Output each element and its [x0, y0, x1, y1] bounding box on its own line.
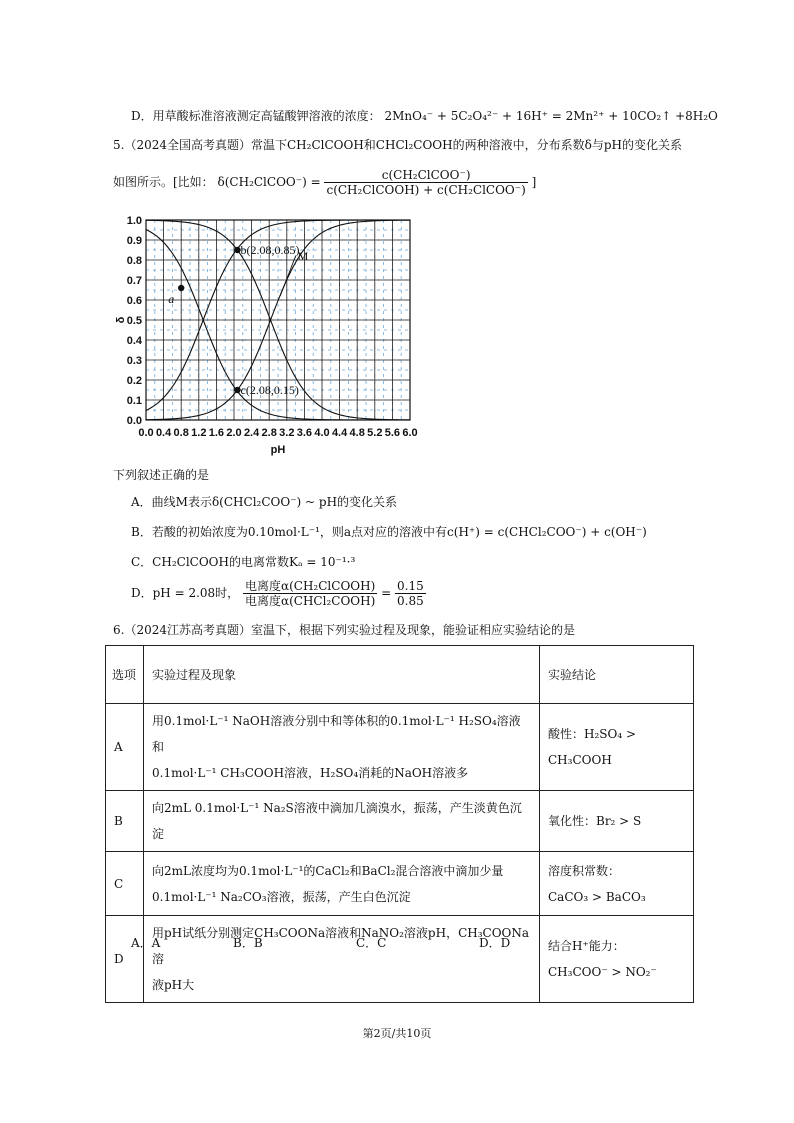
q5-number: 5. — [113, 138, 125, 152]
table-row — [106, 916, 694, 1003]
row-a-proc: 用0.1mol·L⁻¹ NaOH溶液分别中和等体积的0.1mol·L⁻¹ H₂SO₄溶液和 0.1mol·L⁻¹ CH₃COOH溶液，H₂SO₄消耗的NaOH溶液多 — [144, 704, 540, 791]
q5-option-d-prefix: D．pH = 2.08时， — [131, 586, 240, 600]
q5-question: 下列叙述正确的是 — [113, 468, 210, 482]
row-b-concl: 氧化性：Br₂ > S — [540, 791, 694, 852]
x-tick-label: 5.6 — [384, 427, 401, 439]
q5-option-d-den: 电离度α(CHCl₂COOH) — [245, 594, 376, 608]
q4d-equation: 2MnO₄⁻ + 5C₂O₄²⁻ + 16H⁺ = 2Mn²⁺ + 10CO₂↑ +8H₂O — [384, 109, 718, 123]
x-tick-label: 4.8 — [349, 427, 365, 439]
q5-delta-fraction — [324, 168, 527, 197]
q5-stem-text: 常温下CH₂ClCOOH和CHCl₂COOH的两种溶液中，分布系数δ与pH的变化关系 — [251, 138, 682, 152]
q5-delta-expr: δ(CH₂ClCOO⁻) = — [217, 175, 321, 189]
x-tick-label: 5.2 — [367, 427, 383, 439]
q5-option-d-fraction — [243, 579, 377, 608]
y-tick-label: 0.9 — [126, 235, 142, 247]
y-tick-label: 1.0 — [126, 215, 142, 227]
q6-answer-b[interactable]: B．B — [233, 936, 263, 950]
y-tick-label: 0.6 — [126, 295, 142, 307]
row-d-proc: 用pH试纸分别测定CH₃COONa溶液和NaNO₂溶液pH，CH₃COONa溶 液pH大 — [144, 916, 540, 1003]
q6-answer-a[interactable]: A．A — [131, 936, 161, 950]
page-footer: 第2页/共10页 — [362, 1027, 432, 1040]
row-a-concl: 酸性：H₂SO₄ > CH₃COOH — [540, 704, 694, 791]
q6-number: 6. — [113, 623, 125, 637]
q5-option-d-rhs — [395, 579, 426, 608]
point-label: c(2.08,0.15) — [240, 383, 299, 397]
q5-source: （2024全国高考真题） — [124, 138, 251, 152]
q5-stem-prefix: 如图所示。[比如： — [113, 175, 214, 189]
table-row — [106, 704, 694, 791]
q6-stem-text: 室温下，根据下列实验过程及现象，能验证相应实验结论的是 — [251, 623, 576, 637]
header-opt: 选项 — [106, 646, 144, 704]
row-d-opt: D — [106, 916, 144, 1003]
header-concl: 实验结论 — [540, 646, 694, 704]
q6-answer-d[interactable]: D．D — [479, 936, 511, 950]
y-tick-label: 0.4 — [126, 335, 142, 347]
q5-frac-num: c(CH₂ClCOO⁻) — [324, 168, 527, 183]
curve-label-m: M — [297, 249, 309, 263]
q4d-label: D．用草酸标准溶液测定高锰酸钾溶液的浓度： — [131, 109, 381, 123]
x-tick-label: 3.6 — [296, 427, 313, 439]
q5-frac-den: c(CH₂ClCOOH) + c(CH₂ClCOO⁻) — [326, 183, 526, 197]
y-tick-label: 0.8 — [126, 255, 142, 267]
x-tick-label: 4.0 — [314, 427, 330, 439]
y-tick-label: 0.7 — [126, 275, 142, 287]
row-a-opt: A — [106, 704, 144, 791]
y-tick-label: 0.0 — [126, 415, 142, 427]
row-c-proc: 向2mL浓度均为0.1mol·L⁻¹的CaCl₂和BaCl₂混合溶液中滴加少量 0.1mol·L⁻¹ Na₂CO₃溶液，振荡，产生白色沉淀 — [144, 852, 540, 916]
x-tick-label: 2.0 — [226, 427, 242, 439]
y-axis-label: δ — [115, 316, 127, 324]
q6-answer-c[interactable]: C．C — [356, 936, 387, 950]
row-d-concl: 结合H⁺能力： CH₃COO⁻ > NO₂⁻ — [540, 916, 694, 1003]
table-row — [106, 791, 694, 852]
x-tick-label: 3.2 — [279, 427, 295, 439]
x-tick-label: 1.2 — [191, 427, 207, 439]
x-tick-label: 2.8 — [261, 427, 277, 439]
q5-stem-line1 — [113, 137, 682, 153]
y-tick-label: 0.3 — [126, 355, 142, 367]
x-tick-label: 0.0 — [138, 427, 154, 439]
row-c-concl: 溶度积常数： CaCO₃ > BaCO₃ — [540, 852, 694, 916]
chart-svg — [110, 212, 430, 460]
x-tick-label: 1.6 — [208, 427, 225, 439]
q4-option-d — [131, 108, 718, 124]
y-tick-label: 0.1 — [126, 395, 142, 407]
q5-option-c[interactable]: C．CH₂ClCOOH的电离常数Kₐ = 10⁻¹·³ — [131, 555, 356, 569]
q5-stem-line2 — [113, 168, 536, 197]
table-header-row — [106, 646, 694, 704]
point-label: b(2.08,0.85) — [240, 243, 300, 257]
experiment-table — [105, 645, 694, 1003]
point-label: a — [168, 292, 175, 306]
y-tick-label: 0.2 — [126, 375, 142, 387]
row-c-opt: C — [106, 852, 144, 916]
x-tick-label: 6.0 — [402, 427, 418, 439]
q5-stem-suffix: ] — [531, 175, 537, 189]
row-b-proc: 向2mL 0.1mol·L⁻¹ Na₂S溶液中滴加几滴溴水，振荡，产生淡黄色沉淀 — [144, 791, 540, 852]
q5-option-b[interactable]: B．若酸的初始浓度为0.10mol·L⁻¹，则a点对应的溶液中有c(H⁺) = c(CHCl₂COO⁻) + c(OH⁻) — [131, 525, 647, 539]
table-row — [106, 852, 694, 916]
q5-option-d-rhs-den: 0.85 — [397, 594, 424, 608]
row-b-opt: B — [106, 791, 144, 852]
distribution-chart — [110, 212, 430, 463]
x-tick-label: 2.4 — [243, 427, 260, 439]
y-tick-label: 0.5 — [126, 315, 142, 327]
header-proc: 实验过程及现象 — [144, 646, 540, 704]
q5-option-d-rhs-num: 0.15 — [397, 579, 424, 593]
x-tick-label: 0.4 — [155, 427, 172, 439]
q5-option-d-num: 电离度α(CH₂ClCOOH) — [245, 579, 376, 593]
x-axis-label: pH — [270, 444, 286, 456]
q5-option-a[interactable]: A．曲线M表示δ(CHCl₂COO⁻) ~ pH的变化关系 — [131, 495, 398, 509]
q6-source: （2024江苏高考真题） — [124, 623, 251, 637]
q5-option-d[interactable]: D．pH = 2.08时， $\frac{\text{电离度α(CH₂ClCOOH)}}{\text{电离度α(CHCl₂COOH)}}$ = $\frac{0.15}{0.85}$ — [131, 579, 424, 608]
data-point — [178, 285, 184, 291]
q6-stem — [113, 622, 575, 638]
x-tick-label: 0.8 — [173, 427, 189, 439]
x-tick-label: 4.4 — [331, 427, 348, 439]
